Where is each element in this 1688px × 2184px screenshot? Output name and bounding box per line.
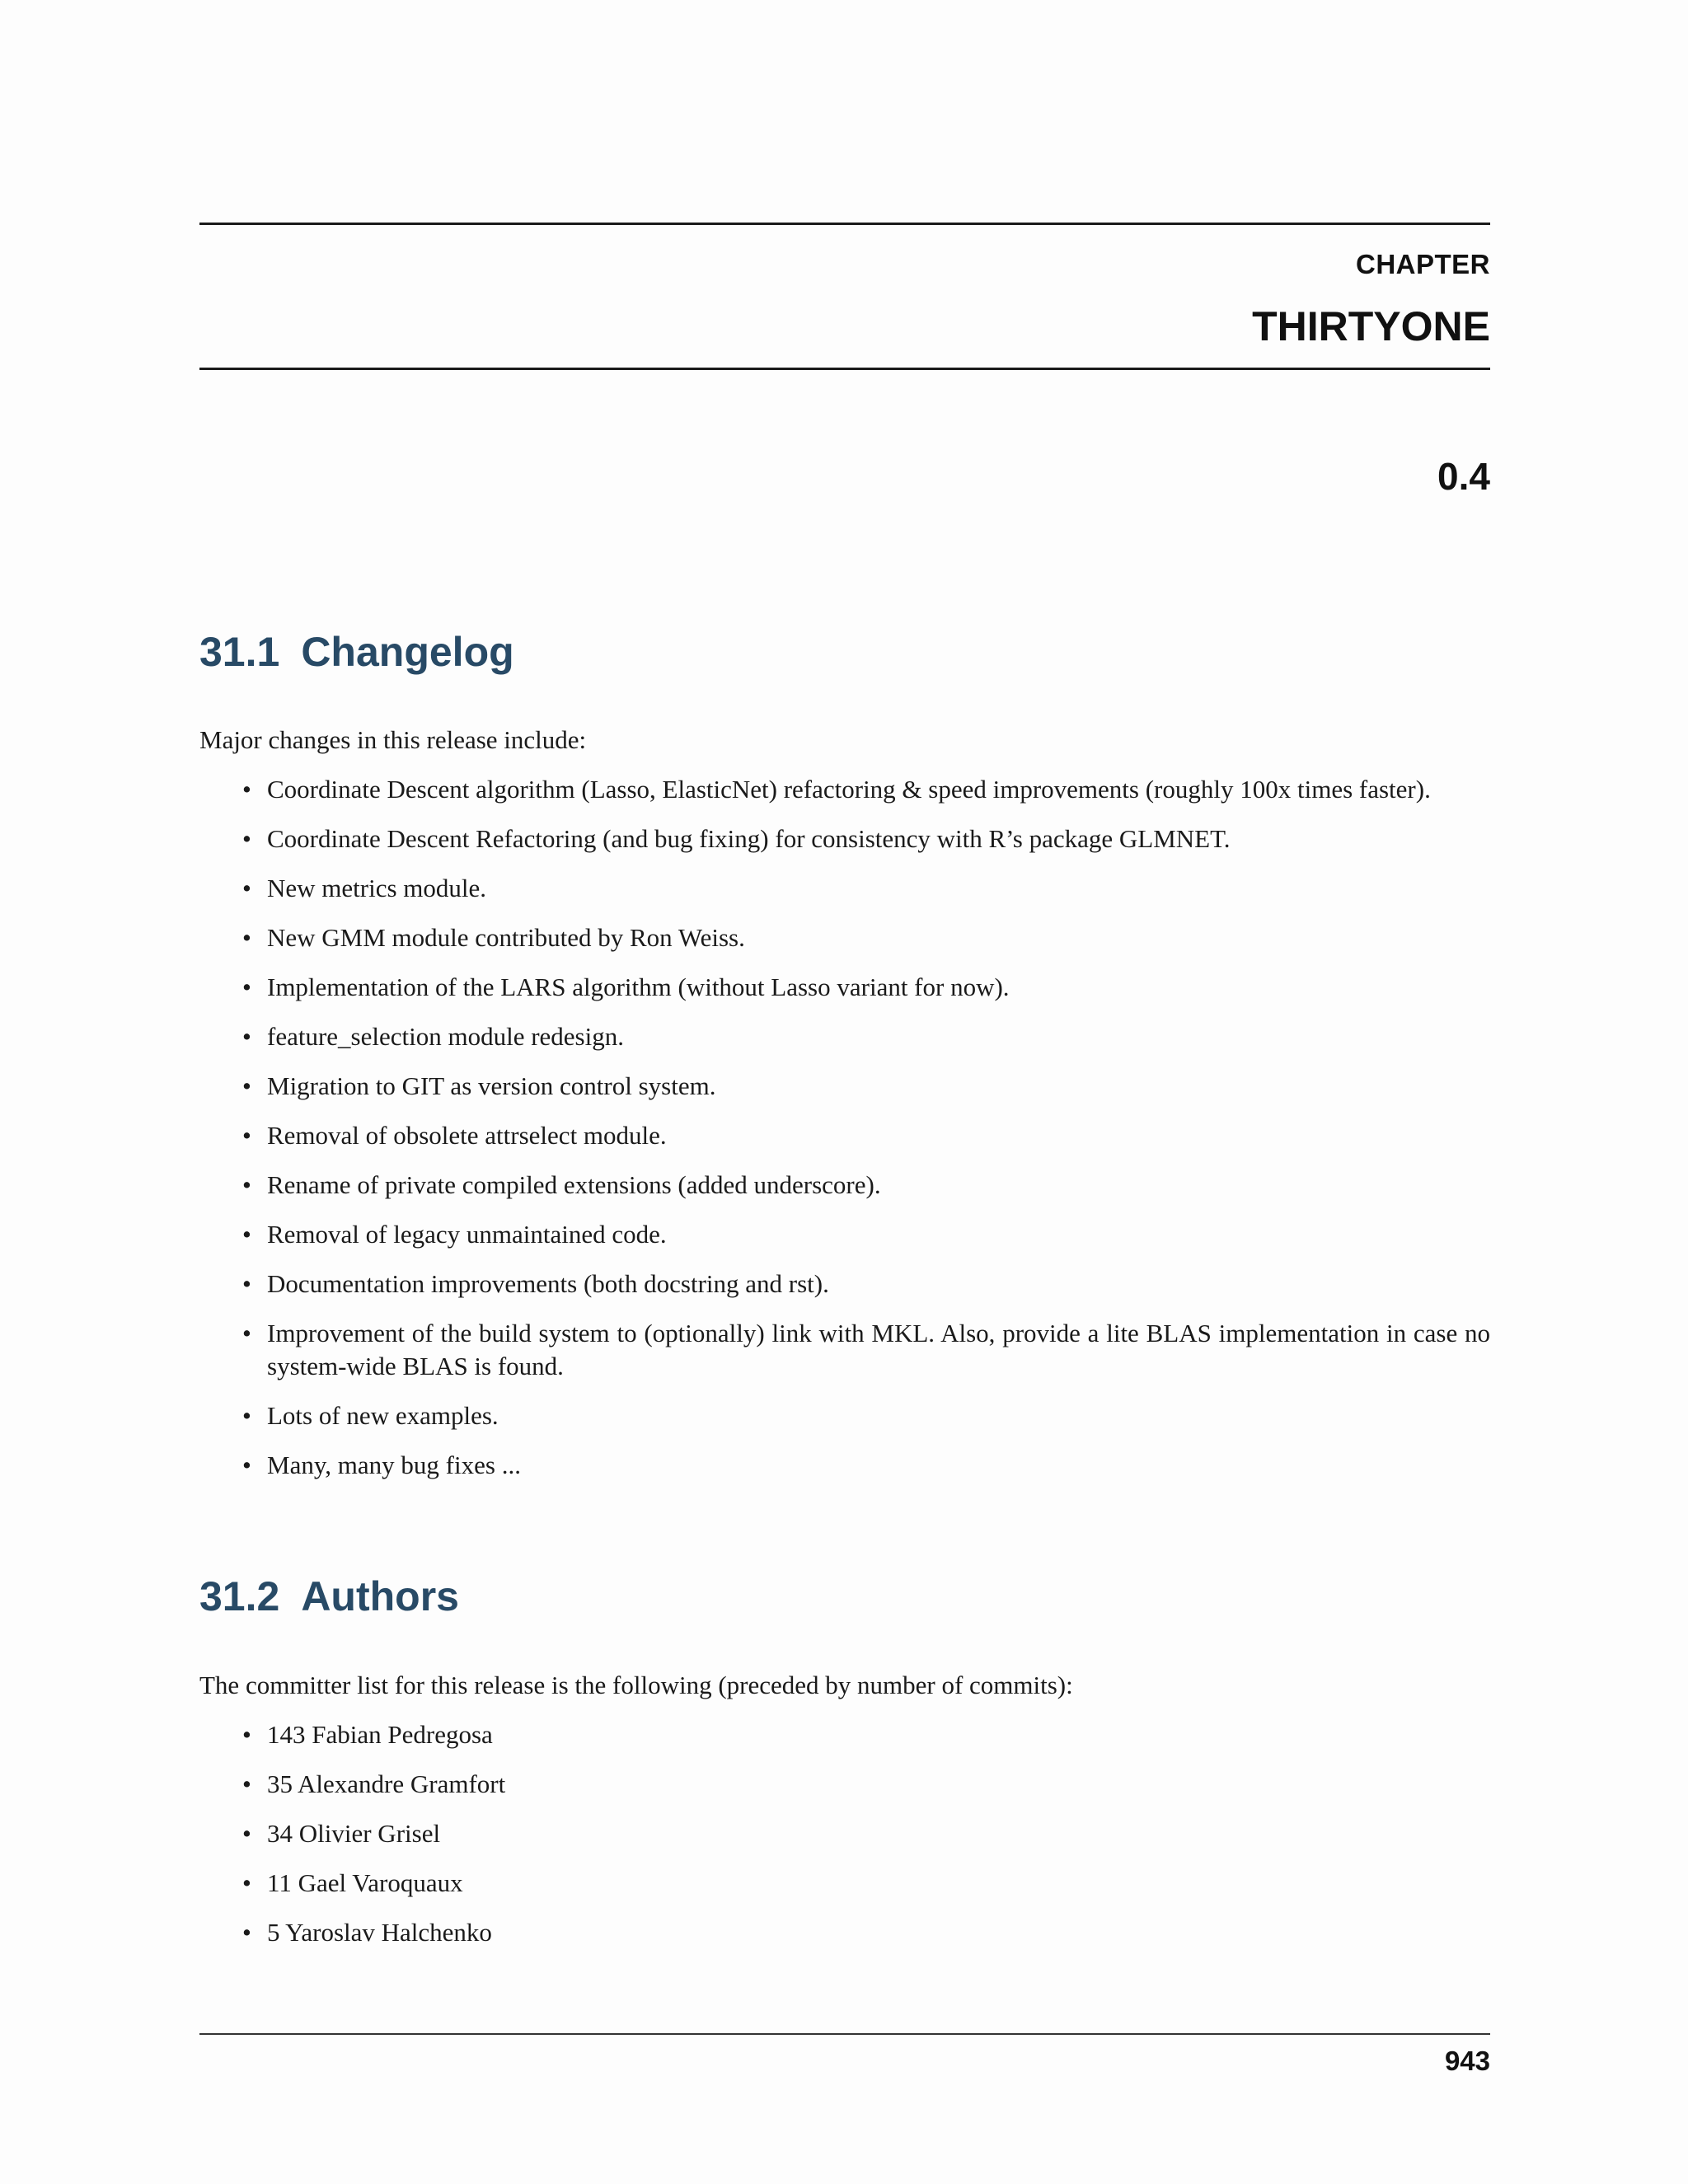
list-item: • Many, many bug fixes ... [267,1449,1490,1482]
list-item: • 34 Olivier Grisel [267,1817,1490,1850]
list-item: • 5 Yaroslav Halchenko [267,1916,1490,1949]
document-page [199,0,1490,2184]
changelog-intro: Major changes in this release include: [199,725,587,754]
list-item: • Coordinate Descent algorithm (Lasso, ElasticNet) refactoring & speed improvements (roughly 100x times faster). [267,773,1490,806]
list-item: • New metrics module. [267,872,1490,905]
changelog-list [267,773,1490,1498]
list-item: • Documentation improvements (both docstring and rst). [267,1268,1490,1301]
section-title: Changelog [301,629,514,675]
chapter-title: 0.4 [1437,455,1490,498]
chapter-top-rule [199,223,1490,225]
list-item: • Migration to GIT as version control system. [267,1070,1490,1103]
list-item: • Rename of private compiled extensions (added underscore). [267,1169,1490,1202]
authors-list [267,1718,1490,1966]
list-item: • Coordinate Descent Refactoring (and bug fixing) for consistency with R’s package GLMNET. [267,823,1490,855]
chapter-label: CHAPTER [1355,249,1490,279]
section-heading-authors [199,1572,459,1620]
list-item: • Removal of obsolete attrselect module. [267,1119,1490,1152]
list-item: • 143 Fabian Pedregosa [267,1718,1490,1751]
section-heading-changelog [199,628,514,676]
authors-intro: The committer list for this release is the following (preceded by number of commits): [199,1671,1073,1699]
section-number: 31.1 [199,629,280,675]
list-item: • 11 Gael Varoquaux [267,1867,1490,1900]
footer-rule [199,2033,1490,2035]
list-item: • Implementation of the LARS algorithm (without Lasso variant for now). [267,971,1490,1004]
list-item: • 35 Alexandre Gramfort [267,1768,1490,1801]
list-item: • feature_selection module redesign. [267,1020,1490,1053]
list-item: • Improvement of the build system to (optionally) link with MKL. Also, provide a lite BLAS implementation in case no system-wide BLAS is found. [267,1317,1490,1383]
chapter-number: THIRTYONE [1252,303,1490,349]
section-number: 31.2 [199,1573,280,1619]
list-item: • Removal of legacy unmaintained code. [267,1218,1490,1251]
chapter-bottom-rule [199,368,1490,370]
list-item: • New GMM module contributed by Ron Weiss. [267,921,1490,954]
list-item: • Lots of new examples. [267,1399,1490,1432]
page-number: 943 [1444,2046,1490,2076]
section-title: Authors [301,1573,459,1619]
